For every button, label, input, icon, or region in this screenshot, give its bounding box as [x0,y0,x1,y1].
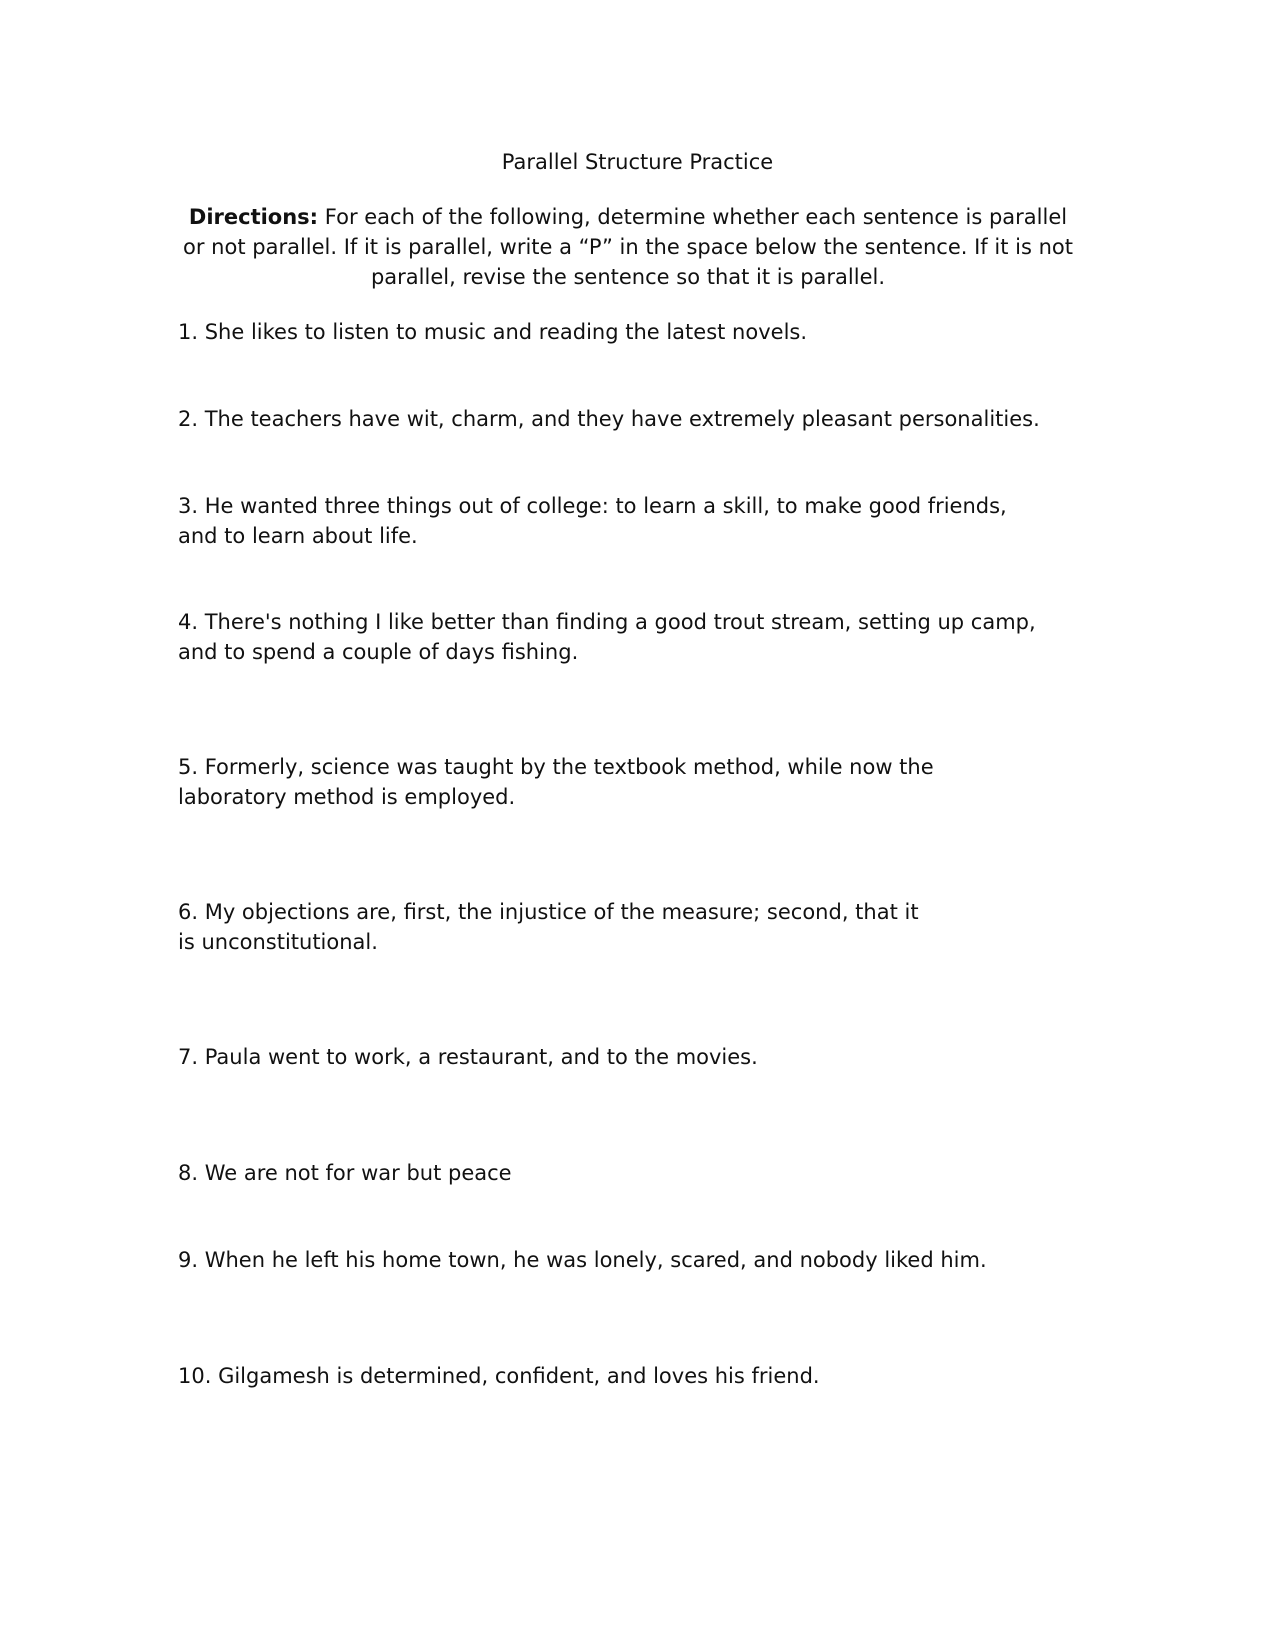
page-title: Parallel Structure Practice [501,150,774,174]
directions-text: For each of the following, determine whether each sentence is parallel or not parallel. If it is parallel, write a “P” in the space below the sentence. If it is not parallel, revise the sentence so that it is parallel. [183,205,1073,289]
question-4: 4. There's nothing I like better than finding a good trout stream, setting up camp, and to spend a couple of days fishing. [178,610,1036,664]
question-10: 10. Gilgamesh is determined, confident, and loves his friend. [178,1364,820,1388]
question-1: 1. She likes to listen to music and reading the latest novels. [178,320,808,344]
directions-paragraph [178,202,1078,292]
question-6: 6. My objections are, first, the injustice of the measure; second, that it is unconstitutional. [178,900,919,954]
question-8: 8. We are not for war but peace [178,1161,512,1185]
question-7: 7. Paula went to work, a restaurant, and to the movies. [178,1045,758,1069]
question-5: 5. Formerly, science was taught by the textbook method, while now the laboratory method is employed. [178,755,934,809]
question-2: 2. The teachers have wit, charm, and they have extremely pleasant personalities. [178,407,1040,431]
directions-label: Directions: [188,205,319,229]
question-3: 3. He wanted three things out of college: to learn a skill, to make good friends, and to learn about life. [178,494,1007,548]
question-9: 9. When he left his home town, he was lonely, scared, and nobody liked him. [178,1248,987,1272]
